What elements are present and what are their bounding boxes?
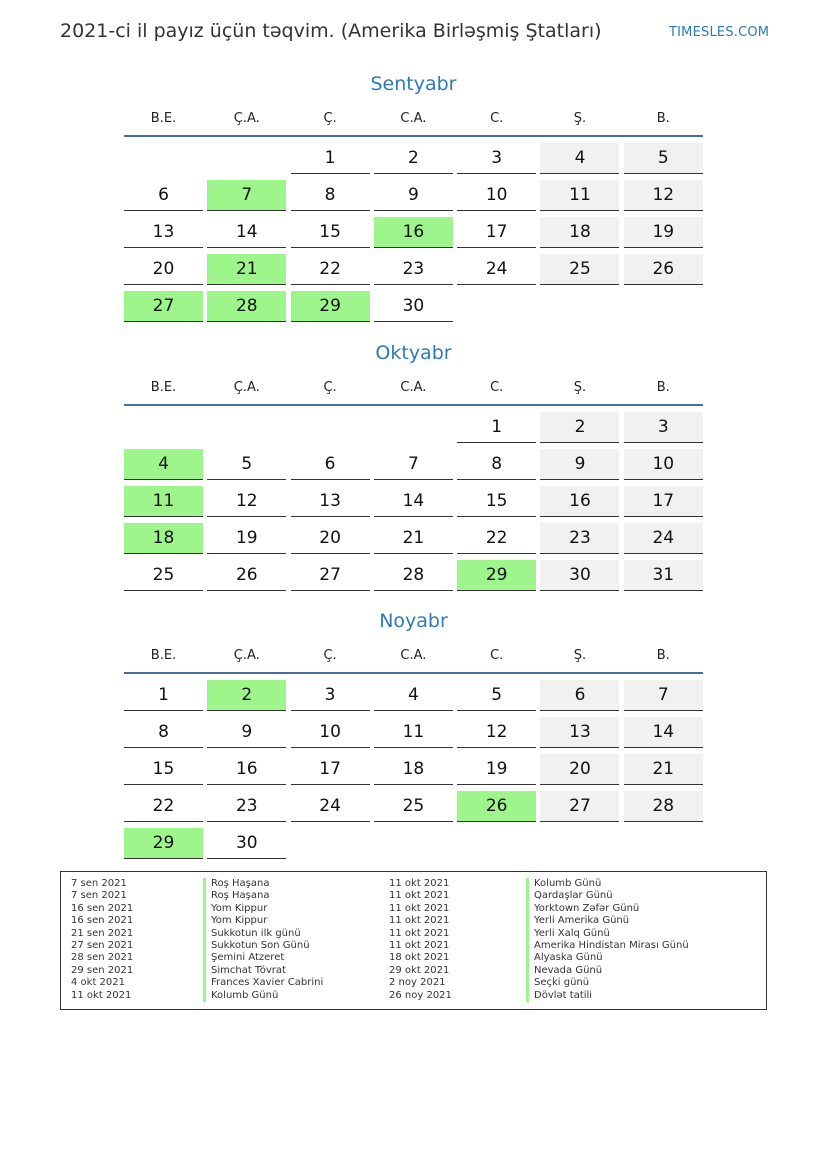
day-cell: 19 (207, 523, 286, 554)
day-cell: 10 (624, 449, 703, 480)
day-cell: 10 (291, 717, 370, 748)
legend-date: 11 okt 2021 (71, 989, 132, 1001)
empty-cell (207, 412, 286, 442)
day-cell: 25 (540, 254, 619, 285)
legend-date: 16 sen 2021 (71, 915, 134, 927)
legend-date: 7 sen 2021 (71, 878, 127, 889)
holiday-day-cell: 28 (207, 291, 286, 322)
legend-holiday-name: Roş Haşana (203, 878, 323, 890)
empty-cell (291, 412, 370, 442)
day-cell: 17 (457, 217, 536, 248)
legend-holiday-name: Yorktown Zəfər Günü (526, 903, 689, 915)
day-cell: 16 (540, 486, 619, 517)
day-cell: 6 (124, 180, 203, 211)
day-cell: 6 (540, 680, 619, 711)
day-cell: 13 (124, 217, 203, 248)
day-cell: 23 (540, 523, 619, 554)
day-cell: 25 (124, 560, 203, 591)
legend-holiday-name: Yerli Xalq Günü (526, 928, 689, 940)
day-cell: 12 (624, 180, 703, 211)
month-november (124, 607, 703, 859)
weekday-label: C. (490, 111, 504, 126)
day-cell: 25 (374, 791, 453, 822)
legend-holiday-name: Yom Kippur (203, 915, 323, 927)
day-cell: 17 (291, 754, 370, 785)
legend-date: 21 sen 2021 (71, 927, 134, 939)
day-cell: 23 (207, 791, 286, 822)
day-cell: 31 (624, 560, 703, 591)
day-cell: 2 (374, 143, 453, 174)
day-cell: 15 (291, 217, 370, 248)
legend-date: 11 okt 2021 (389, 902, 450, 914)
legend-holiday-name: Simchat Tövrat (203, 965, 323, 977)
legend-date: 11 okt 2021 (389, 915, 450, 927)
day-cell: 8 (457, 449, 536, 480)
weekday-label: C.A. (400, 648, 427, 663)
day-cell: 3 (624, 412, 703, 443)
day-cell: 10 (457, 180, 536, 211)
empty-cell (374, 412, 453, 442)
day-cell: 12 (207, 486, 286, 517)
day-cell: 28 (374, 560, 453, 591)
weekday-header (124, 378, 703, 406)
weekday-label: C.A. (400, 380, 427, 395)
legend-holiday-name: Amerika Hindistan Mirası Günü (526, 940, 689, 952)
holiday-day-cell: 29 (291, 291, 370, 322)
legend-holiday-name: Seçki günü (526, 977, 689, 989)
day-cell: 21 (624, 754, 703, 785)
legend-holiday-name: Sukkotun Son Günü (203, 940, 323, 952)
legend-holiday-name: Kolumb Günü (203, 990, 323, 1002)
holiday-day-cell: 2 (207, 680, 286, 711)
legend-holiday-name: Şemini Atzeret (203, 952, 323, 964)
day-cell: 27 (291, 560, 370, 591)
day-cell: 8 (124, 717, 203, 748)
day-cell: 9 (207, 717, 286, 748)
weekday-label: C. (490, 380, 504, 395)
day-grid (124, 143, 703, 322)
weekday-label: Ç. (323, 380, 337, 395)
legend-date: 16 sen 2021 (71, 902, 134, 914)
day-cell: 14 (207, 217, 286, 248)
holiday-day-cell: 29 (457, 560, 536, 591)
day-cell: 1 (457, 412, 536, 443)
day-cell: 5 (457, 680, 536, 711)
day-cell: 17 (624, 486, 703, 517)
page-title: 2021-ci il payız üçün təqvim. (Amerika Birləşmiş Ştatları) (60, 20, 602, 42)
day-cell: 1 (291, 143, 370, 174)
day-cell: 5 (207, 449, 286, 480)
day-grid (124, 412, 703, 591)
weekday-label: Ç. (323, 648, 337, 663)
holiday-day-cell: 16 (374, 217, 453, 248)
day-cell: 22 (124, 791, 203, 822)
weekday-label: C.A. (400, 111, 427, 126)
month-title: Noyabr (379, 610, 448, 632)
day-cell: 5 (624, 143, 703, 174)
legend-dates-right (389, 878, 452, 1002)
weekday-label: Ş. (573, 648, 587, 663)
day-cell: 11 (540, 180, 619, 211)
day-cell: 26 (207, 560, 286, 591)
day-cell: 18 (374, 754, 453, 785)
legend-date: 11 okt 2021 (389, 878, 450, 889)
day-cell: 20 (540, 754, 619, 785)
day-cell: 20 (291, 523, 370, 554)
month-title: Sentyabr (370, 73, 457, 95)
weekday-label: B. (656, 648, 670, 663)
legend-holiday-name: Qardaşlar Günü (526, 890, 689, 902)
day-cell: 13 (291, 486, 370, 517)
legend-date: 4 okt 2021 (71, 977, 125, 989)
legend-date: 27 sen 2021 (71, 939, 134, 951)
empty-cell (124, 412, 203, 442)
day-cell: 24 (624, 523, 703, 554)
day-cell: 19 (624, 217, 703, 248)
weekday-header (124, 109, 703, 137)
legend-date: 18 okt 2021 (389, 952, 450, 964)
day-cell: 7 (374, 449, 453, 480)
weekday-label: Ç.A. (233, 648, 260, 663)
holiday-day-cell: 4 (124, 449, 203, 480)
day-cell: 12 (457, 717, 536, 748)
day-cell: 24 (291, 791, 370, 822)
day-cell: 9 (374, 180, 453, 211)
day-cell: 13 (540, 717, 619, 748)
day-cell: 4 (374, 680, 453, 711)
weekday-header (124, 646, 703, 674)
day-cell: 8 (291, 180, 370, 211)
legend-holiday-name: Roş Haşana (203, 890, 323, 902)
month-september (124, 70, 703, 322)
day-cell: 27 (540, 791, 619, 822)
legend-dates-left (71, 878, 133, 1002)
legend-holiday-name: Frances Xavier Cabrini (203, 977, 323, 989)
day-cell: 28 (624, 791, 703, 822)
day-cell: 15 (124, 754, 203, 785)
legend-date: 11 okt 2021 (389, 927, 450, 939)
legend-date: 7 sen 2021 (71, 890, 127, 902)
legend-date: 28 sen 2021 (71, 952, 134, 964)
weekday-label: Ş. (573, 380, 587, 395)
holiday-day-cell: 29 (124, 828, 203, 859)
weekday-label: Ş. (573, 111, 587, 126)
legend-date: 11 okt 2021 (389, 939, 450, 951)
holiday-day-cell: 27 (124, 291, 203, 322)
legend-holiday-name: Dövlət tatili (526, 990, 689, 1002)
holiday-day-cell: 21 (207, 254, 286, 285)
month-october (124, 339, 703, 591)
empty-cell (124, 143, 203, 173)
weekday-label: B. (656, 111, 670, 126)
day-cell: 7 (624, 680, 703, 711)
legend-names-left (203, 878, 323, 1002)
holiday-day-cell: 26 (457, 791, 536, 822)
weekday-label: B.E. (150, 380, 177, 395)
legend-holiday-name: Sukkotun ilk günü (203, 928, 323, 940)
day-cell: 19 (457, 754, 536, 785)
weekday-label: B.E. (150, 648, 177, 663)
legend-date: 2 noy 2021 (389, 977, 446, 989)
holiday-day-cell: 18 (124, 523, 203, 554)
day-cell: 11 (374, 717, 453, 748)
day-cell: 3 (457, 143, 536, 174)
weekday-label: B.E. (150, 111, 177, 126)
legend-names-right (526, 878, 689, 1002)
weekday-label: Ç.A. (233, 380, 260, 395)
day-grid (124, 680, 703, 859)
day-cell: 3 (291, 680, 370, 711)
month-title: Oktyabr (375, 342, 452, 364)
day-cell: 14 (624, 717, 703, 748)
day-cell: 4 (540, 143, 619, 174)
day-cell: 1 (124, 680, 203, 711)
day-cell: 18 (540, 217, 619, 248)
legend-holiday-name: Kolumb Günü (526, 878, 689, 890)
day-cell: 9 (540, 449, 619, 480)
holiday-day-cell: 11 (124, 486, 203, 517)
day-cell: 21 (374, 523, 453, 554)
day-cell: 16 (207, 754, 286, 785)
day-cell: 6 (291, 449, 370, 480)
day-cell: 30 (374, 291, 453, 322)
legend-holiday-name: Yerli Amerika Günü (526, 915, 689, 927)
legend-date: 29 okt 2021 (389, 964, 450, 976)
brand-link[interactable]: TIMESLES.COM (669, 25, 770, 40)
legend-date: 11 okt 2021 (389, 890, 450, 902)
weekday-label: B. (656, 380, 670, 395)
weekday-label: Ç. (323, 111, 337, 126)
weekday-label: Ç.A. (233, 111, 260, 126)
day-cell: 26 (624, 254, 703, 285)
day-cell: 30 (540, 560, 619, 591)
day-cell: 22 (291, 254, 370, 285)
empty-cell (207, 143, 286, 173)
legend-date: 26 noy 2021 (389, 989, 452, 1001)
day-cell: 30 (207, 828, 286, 859)
legend-holiday-name: Yom Kippur (203, 903, 323, 915)
day-cell: 23 (374, 254, 453, 285)
legend-holiday-name: Alyaska Günü (526, 952, 689, 964)
day-cell: 24 (457, 254, 536, 285)
day-cell: 20 (124, 254, 203, 285)
day-cell: 2 (540, 412, 619, 443)
legend-date: 29 sen 2021 (71, 964, 134, 976)
day-cell: 15 (457, 486, 536, 517)
holiday-legend (60, 871, 767, 1010)
day-cell: 14 (374, 486, 453, 517)
holiday-day-cell: 7 (207, 180, 286, 211)
weekday-label: C. (490, 648, 504, 663)
legend-holiday-name: Nevada Günü (526, 965, 689, 977)
day-cell: 22 (457, 523, 536, 554)
